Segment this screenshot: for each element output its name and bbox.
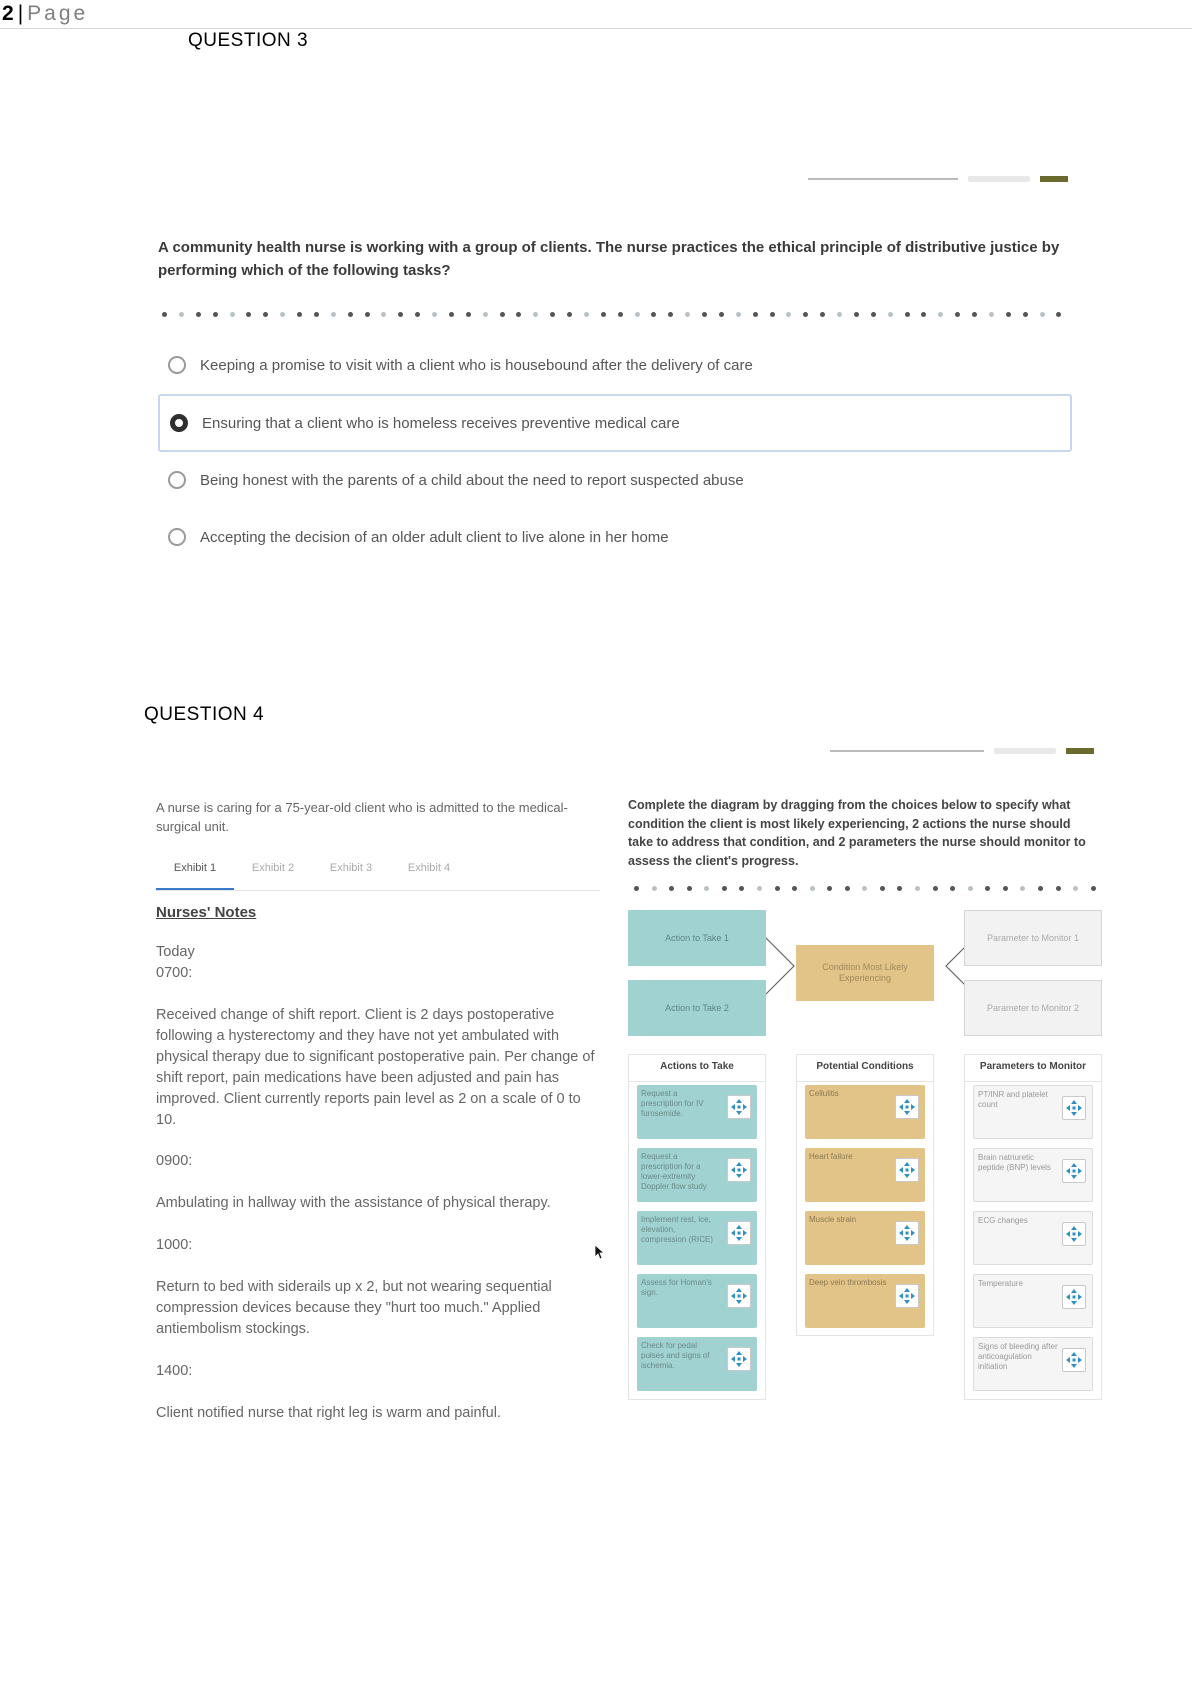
progress-dot <box>449 312 454 317</box>
progress-dot <box>1020 886 1025 891</box>
progress-dot <box>775 886 780 891</box>
card-label: Muscle strain <box>809 1215 857 1224</box>
move-arrows-icon[interactable] <box>727 1347 751 1371</box>
page-word: Page <box>27 2 89 25</box>
radio-unselected-icon[interactable] <box>168 528 186 546</box>
tab-exhibit-2[interactable]: Exhibit 2 <box>251 862 295 874</box>
progress-dot <box>634 886 639 891</box>
parameter-card[interactable] <box>973 1337 1093 1391</box>
q3-option-text: Accepting the decision of an older adult client to live alone in her home <box>200 528 669 546</box>
move-arrows-icon[interactable] <box>895 1284 919 1308</box>
q3-option-text: Keeping a promise to visit with a client who is housebound after the delivery of care <box>200 356 753 374</box>
progress-dot <box>348 312 353 317</box>
progress-dot <box>483 312 488 317</box>
card-label: Request a prescription for IV furosemide. <box>641 1089 704 1118</box>
card-label: Deep vein thrombosis <box>809 1278 887 1287</box>
progress-dot <box>820 312 825 317</box>
progress-dot <box>862 886 867 891</box>
q4-top-bar-accent <box>1066 748 1094 754</box>
parameter-card[interactable] <box>973 1148 1093 1202</box>
q3-top-bar-box <box>968 176 1030 182</box>
progress-dot <box>618 312 623 317</box>
progress-dot <box>786 312 791 317</box>
progress-dot <box>280 312 285 317</box>
progress-dot <box>905 312 910 317</box>
progress-dot <box>314 312 319 317</box>
progress-dot <box>972 312 977 317</box>
card-label: Cellulitis <box>809 1089 839 1098</box>
progress-dot <box>837 312 842 317</box>
slot-parameter-1[interactable]: Parameter to Monitor 1 <box>964 910 1102 966</box>
q3-top-bar-line <box>808 178 958 180</box>
card-label: Request a prescription for a lower-extremity Doppler flow study <box>641 1152 707 1191</box>
progress-dot <box>162 312 167 317</box>
page-number-value: 2 <box>2 2 14 25</box>
card-label: Signs of bleeding after anticoagulation initiation <box>978 1342 1058 1371</box>
note-entry-1400: Client notified nurse that right leg is warm and painful. <box>156 1405 501 1421</box>
conditions-column-title: Potential Conditions <box>797 1055 933 1082</box>
radio-unselected-icon[interactable] <box>168 471 186 489</box>
radio-unselected-icon[interactable] <box>168 356 186 374</box>
parameter-card[interactable] <box>973 1274 1093 1328</box>
tab-exhibit-3[interactable]: Exhibit 3 <box>329 862 373 874</box>
q3-option-4[interactable] <box>158 508 1072 566</box>
move-arrows-icon[interactable] <box>1062 1096 1086 1120</box>
progress-dot <box>810 886 815 891</box>
question4-intro: A nurse is caring for a 75-year-old client who is admitted to the medical-surgical unit. <box>156 800 568 834</box>
progress-dot <box>1056 886 1061 891</box>
progress-dot <box>722 886 727 891</box>
progress-dot <box>533 312 538 317</box>
progress-dot <box>263 312 268 317</box>
note-entry-0900: Ambulating in hallway with the assistance of physical therapy. <box>156 1195 551 1211</box>
condition-card[interactable] <box>805 1148 925 1202</box>
mouse-pointer-icon <box>594 1244 606 1260</box>
progress-dot <box>230 312 235 317</box>
move-arrows-icon[interactable] <box>895 1095 919 1119</box>
card-label: PT/INR and platelet count <box>978 1090 1048 1109</box>
progress-dot <box>687 886 692 891</box>
tab-exhibit-4[interactable]: Exhibit 4 <box>407 862 451 874</box>
progress-dot <box>651 312 656 317</box>
q3-option-2-selected[interactable] <box>158 394 1072 452</box>
progress-dot <box>950 886 955 891</box>
progress-dot <box>415 312 420 317</box>
progress-dot <box>871 312 876 317</box>
note-today: Today <box>156 944 195 960</box>
move-arrows-icon[interactable] <box>727 1284 751 1308</box>
move-arrows-icon[interactable] <box>1062 1348 1086 1372</box>
radio-selected-icon[interactable] <box>170 414 188 432</box>
progress-dot <box>550 312 555 317</box>
q4-progress-dots <box>634 884 1096 892</box>
progress-dot <box>989 312 994 317</box>
progress-dot <box>736 312 741 317</box>
slot-action-1[interactable]: Action to Take 1 <box>628 910 766 966</box>
progress-dot <box>685 312 690 317</box>
progress-dot <box>601 312 606 317</box>
progress-dot <box>888 312 893 317</box>
tab-exhibit-1[interactable]: Exhibit 1 <box>156 858 234 890</box>
progress-dot <box>938 312 943 317</box>
parameter-card[interactable] <box>973 1211 1093 1265</box>
progress-dot <box>803 312 808 317</box>
progress-dot <box>1003 886 1008 891</box>
question3-prompt: A community health nurse is working with a group of clients. The nurse practices the ethical principle of distributive justice by performing which of the following tasks? <box>158 239 1060 279</box>
move-arrows-icon[interactable] <box>1062 1159 1086 1183</box>
progress-dot <box>702 312 707 317</box>
progress-dot <box>196 312 201 317</box>
note-entry-0700: Received change of shift report. Client is 2 days postoperative following a hysterectomy and they have not yet ambulated with physical therapy due to significant postoperative pain. Per change of shift report, pain medications have been adjusted and pain has improved. Client currently reports pain level as 2 on a scale of 0 to 10. <box>156 1007 595 1128</box>
progress-dot <box>213 312 218 317</box>
actions-column <box>628 1054 766 1400</box>
action-card[interactable] <box>637 1274 757 1328</box>
move-arrows-icon[interactable] <box>1062 1285 1086 1309</box>
card-label: Temperature <box>978 1279 1023 1288</box>
conditions-column <box>796 1054 934 1336</box>
progress-dot <box>897 886 902 891</box>
q4-top-bar <box>830 748 1094 754</box>
progress-dot <box>985 886 990 891</box>
progress-dot <box>500 312 505 317</box>
slot-condition[interactable]: Condition Most Likely Experiencing <box>796 945 934 1001</box>
progress-dot <box>845 886 850 891</box>
condition-card[interactable] <box>805 1274 925 1328</box>
card-label: ECG changes <box>978 1216 1028 1225</box>
move-arrows-icon[interactable] <box>895 1221 919 1245</box>
question3-heading: QUESTION 3 <box>188 30 309 51</box>
parameters-column-title: Parameters to Monitor <box>965 1055 1101 1082</box>
note-time-0900: 0900: <box>156 1153 193 1169</box>
card-label: Assess for Homan's sign. <box>641 1278 712 1297</box>
progress-dot <box>704 886 709 891</box>
move-arrows-icon[interactable] <box>1062 1222 1086 1246</box>
question4-heading: QUESTION 4 <box>144 704 265 725</box>
page-separator: | <box>17 2 24 25</box>
progress-dot <box>921 312 926 317</box>
action-card[interactable] <box>637 1148 757 1202</box>
action-card[interactable] <box>637 1337 757 1391</box>
exhibit-tabs <box>156 858 600 891</box>
progress-dot <box>739 886 744 891</box>
progress-dot <box>652 886 657 891</box>
slot-action-2[interactable]: Action to Take 2 <box>628 980 766 1036</box>
question4-instructions: Complete the diagram by dragging from the choices below to specify what condition the client is most likely experiencing, 2 actions the nurse should take to address that condition, and 2 parameters the nurse should monitor to assess the client's progress. <box>628 798 1086 868</box>
card-label: Brain natriuretic peptide (BNP) levels <box>978 1153 1051 1172</box>
note-time-1400: 1400: <box>156 1363 193 1379</box>
slot-parameter-2[interactable]: Parameter to Monitor 2 <box>964 980 1102 1036</box>
progress-dot <box>516 312 521 317</box>
card-label: Check for pedal pulses and signs of ischemia. <box>641 1341 710 1370</box>
progress-dot <box>1056 312 1061 317</box>
condition-card[interactable] <box>805 1211 925 1265</box>
progress-dot <box>915 886 920 891</box>
progress-dot <box>432 312 437 317</box>
note-time-1000: 1000: <box>156 1237 193 1253</box>
progress-dot <box>297 312 302 317</box>
q3-top-bar-accent <box>1040 176 1068 182</box>
progress-dot <box>381 312 386 317</box>
move-arrows-icon[interactable] <box>727 1158 751 1182</box>
progress-dot <box>770 312 775 317</box>
progress-dot <box>669 886 674 891</box>
progress-dot <box>854 312 859 317</box>
progress-dot <box>1038 886 1043 891</box>
card-label: Implement rest, ice, elevation, compression (RICE) <box>641 1215 714 1244</box>
progress-dot <box>757 886 762 891</box>
q3-option-1[interactable] <box>158 336 1072 394</box>
card-label: Heart failure <box>809 1152 853 1161</box>
q3-option-text: Ensuring that a client who is homeless receives preventive medical care <box>202 414 680 432</box>
progress-dot <box>792 886 797 891</box>
q3-progress-dots <box>162 310 1062 318</box>
progress-dot <box>635 312 640 317</box>
action-card[interactable] <box>637 1211 757 1265</box>
action-card[interactable] <box>637 1085 757 1139</box>
condition-card[interactable] <box>805 1085 925 1139</box>
progress-dot <box>827 886 832 891</box>
progress-dot <box>668 312 673 317</box>
progress-dot <box>880 886 885 891</box>
note-entry-1000: Return to bed with siderails up x 2, but not wearing sequential compression devices because they "hurt too much." Applied antiembolism stockings. <box>156 1279 552 1337</box>
progress-dot <box>179 312 184 317</box>
move-arrows-icon[interactable] <box>727 1221 751 1245</box>
q4-top-bar-line <box>830 750 984 752</box>
progress-dot <box>584 312 589 317</box>
q3-option-text: Being honest with the parents of a child about the need to report suspected abuse <box>200 471 744 489</box>
note-time-0700: 0700: <box>156 965 193 981</box>
progress-dot <box>466 312 471 317</box>
q4-top-bar-box <box>994 748 1056 754</box>
progress-dot <box>719 312 724 317</box>
progress-dot <box>933 886 938 891</box>
parameter-card[interactable] <box>973 1085 1093 1139</box>
progress-dot <box>1006 312 1011 317</box>
progress-dot <box>753 312 758 317</box>
progress-dot <box>968 886 973 891</box>
progress-dot <box>1073 886 1078 891</box>
progress-dot <box>1040 312 1045 317</box>
progress-dot <box>331 312 336 317</box>
move-arrows-icon[interactable] <box>727 1095 751 1119</box>
q3-top-bar <box>808 176 1068 182</box>
progress-dot <box>246 312 251 317</box>
progress-dot <box>365 312 370 317</box>
actions-column-title: Actions to Take <box>629 1055 765 1082</box>
parameters-column <box>964 1054 1102 1400</box>
page-header <box>0 0 1192 29</box>
q3-option-3[interactable] <box>158 451 1072 509</box>
progress-dot <box>398 312 403 317</box>
progress-dot <box>955 312 960 317</box>
progress-dot <box>567 312 572 317</box>
progress-dot <box>1023 312 1028 317</box>
progress-dot <box>1091 886 1096 891</box>
move-arrows-icon[interactable] <box>895 1158 919 1182</box>
page-number <box>2 2 88 26</box>
nurses-notes-title: Nurses' Notes <box>156 904 257 921</box>
